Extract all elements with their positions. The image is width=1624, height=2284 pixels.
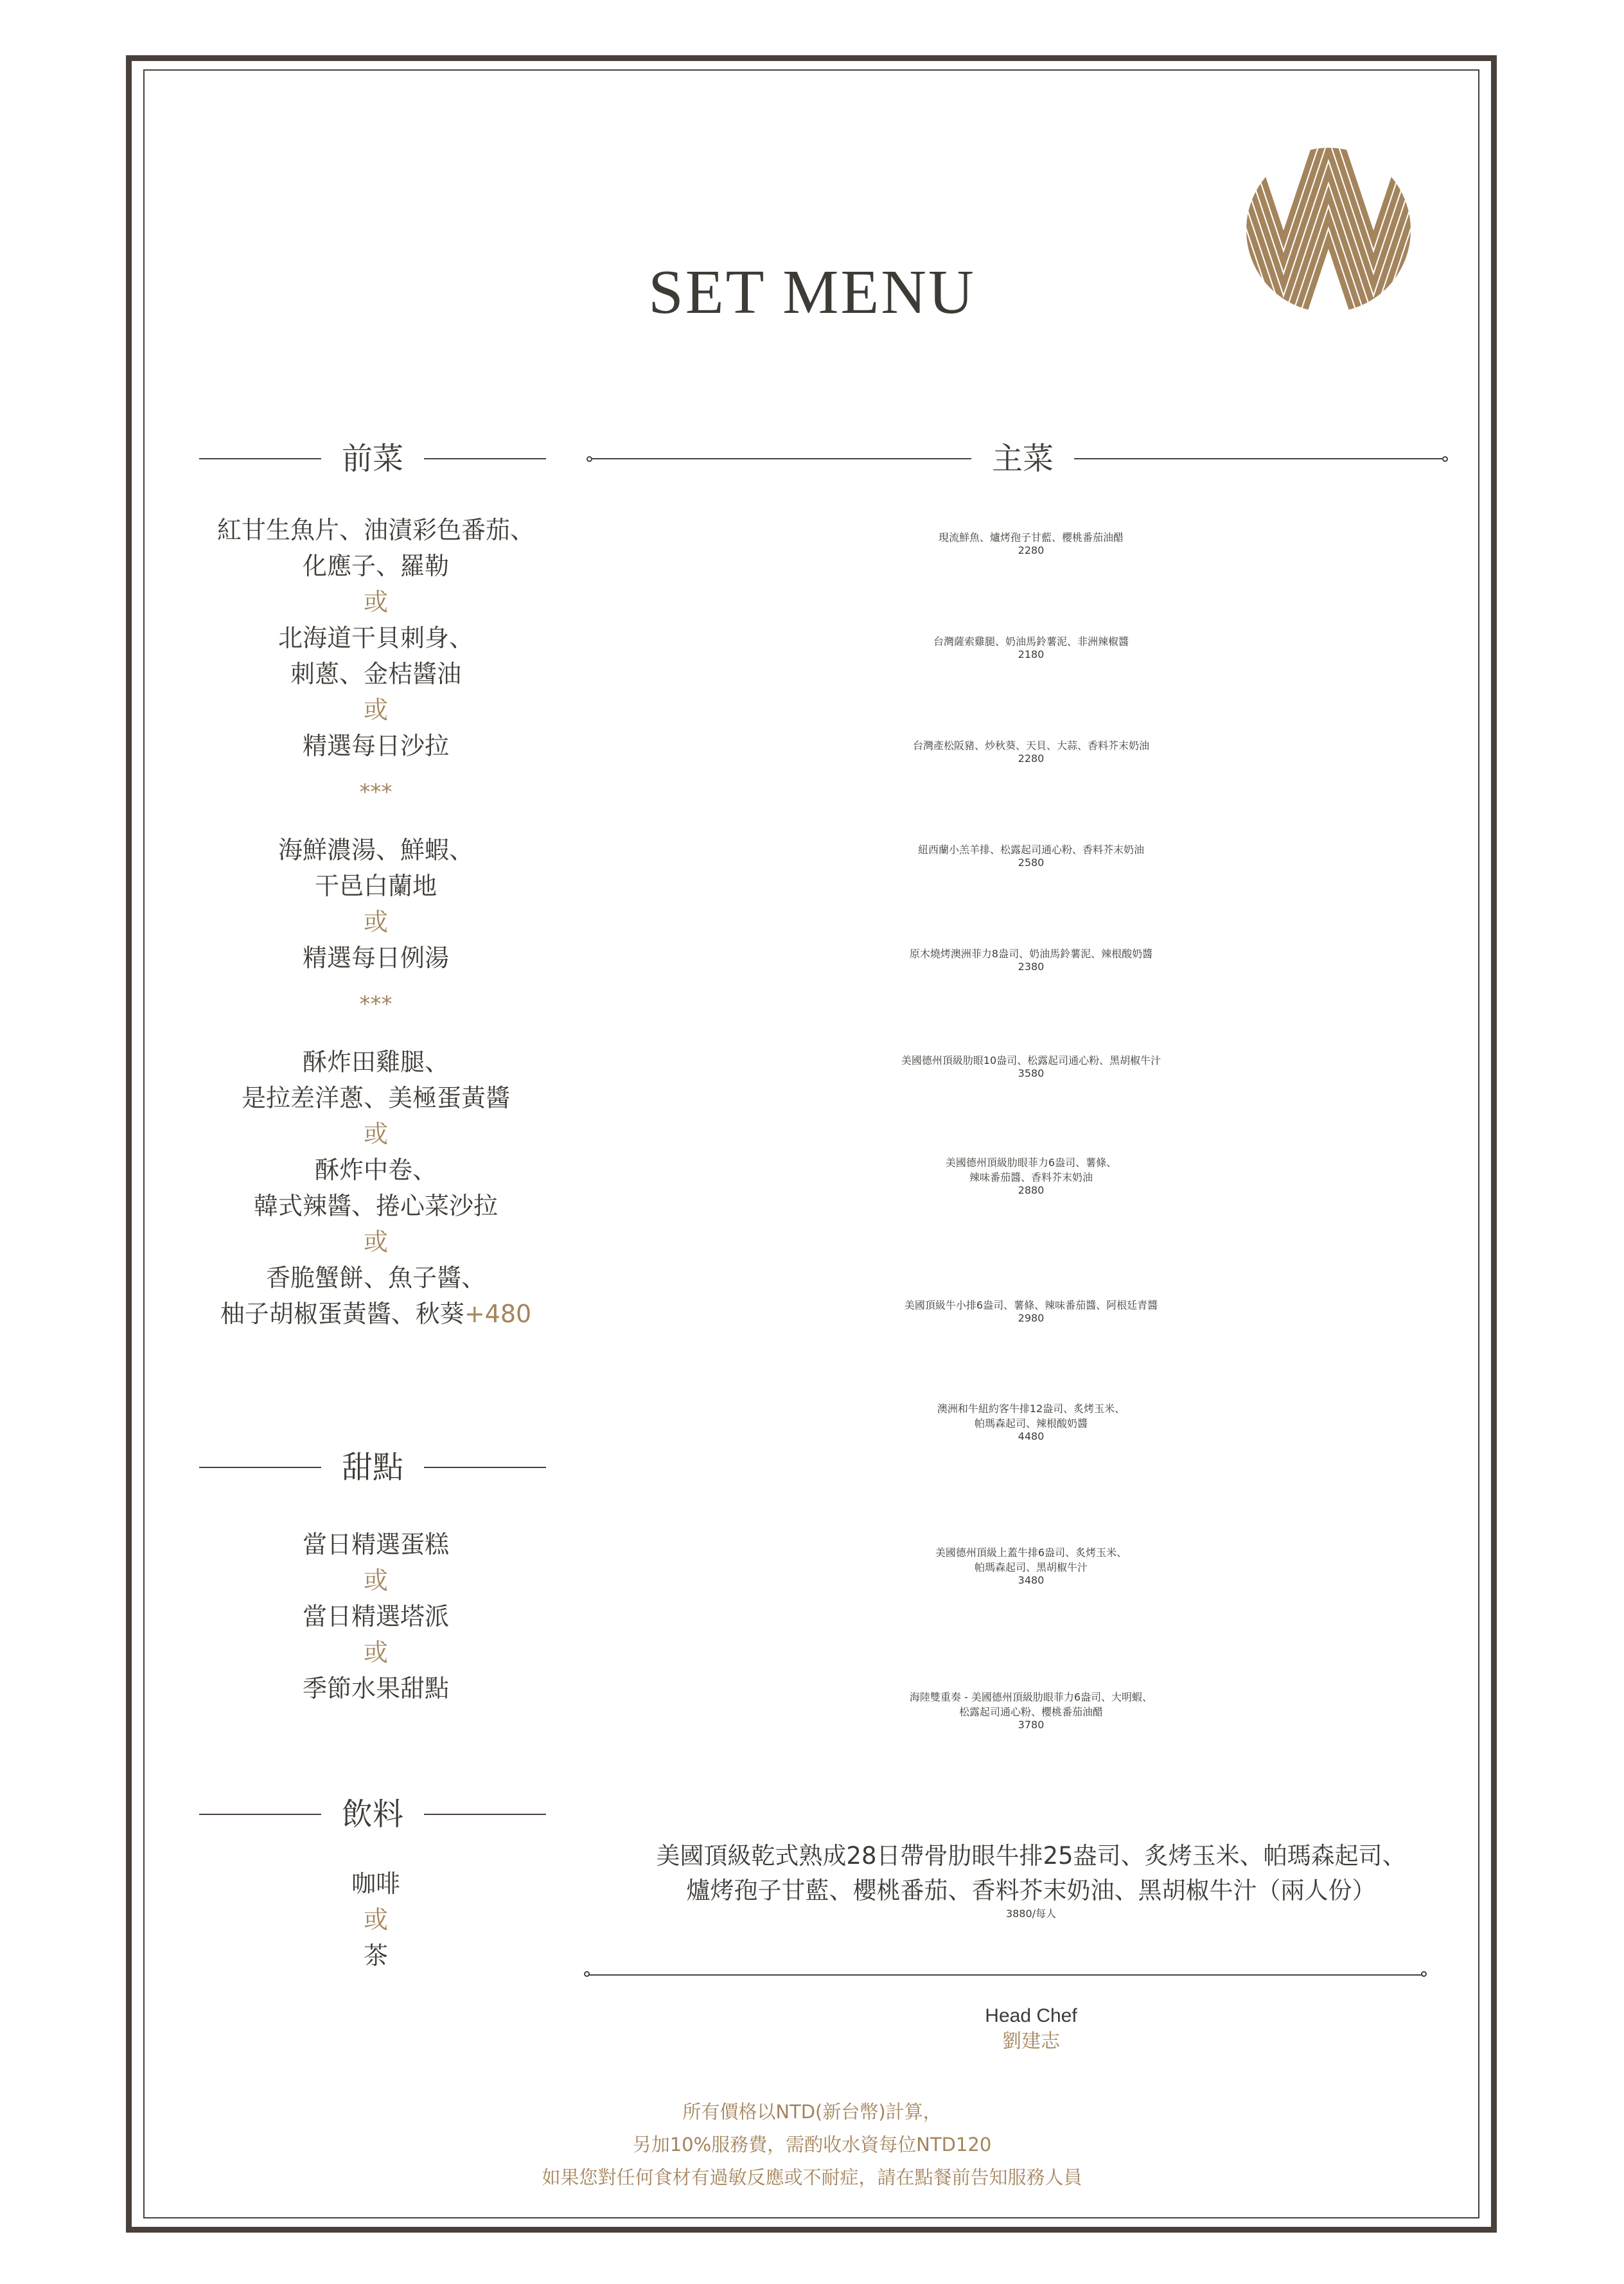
menu-title: SET MENU — [648, 258, 976, 327]
heading-rule — [592, 458, 971, 459]
footer-note: 如果您對任何食材有過敏反應或不耐症，請在點餐前告知服務人員 — [542, 2166, 1082, 2188]
rule-end-dot — [1421, 1971, 1427, 1977]
drinks-heading — [199, 1795, 546, 1834]
price: 2980 — [1018, 1312, 1045, 1324]
main-item: 台灣產松阪豬、炒秋葵、天貝、大蒜、香料芥末奶油 2280 — [565, 738, 1497, 765]
course-separator: *** — [359, 991, 393, 1017]
footer-note: 另加10%服務費，需酌收水資每位NTD120 — [632, 2134, 992, 2156]
or-separator: 或 — [363, 696, 388, 724]
price: 3880/每人 — [1005, 1908, 1057, 1920]
starter-item: 北海道干貝刺身、 刺蔥、金桔醬油 — [278, 624, 473, 688]
or-separator: 或 — [363, 908, 388, 936]
drink-item: 咖啡 — [351, 1870, 400, 1898]
main-item: 現流鮮魚、爐烤孢子甘藍、櫻桃番茄油醋 2280 — [565, 529, 1497, 556]
footer-note: 所有價格以NTD(新台幣)計算， — [682, 2101, 942, 2123]
or-separator: 或 — [363, 588, 388, 616]
main-item: 海陸雙重奏 - 美國德州頂級肋眼菲力6盎司、大明蝦、 松露起司通心粉、櫻桃番茄油醋 3780 — [565, 1689, 1497, 1731]
heading-rule — [424, 458, 546, 459]
heading-rule — [199, 1814, 321, 1815]
price: 4480 — [1018, 1430, 1045, 1442]
or-separator: 或 — [363, 1228, 388, 1256]
chef-signature — [565, 2003, 1497, 2055]
starters-heading — [199, 439, 546, 478]
main-item: 台灣薩索雞腿、奶油馬鈴薯泥、非洲辣椒醬 2180 — [565, 633, 1497, 660]
surcharge: +480 — [464, 1300, 532, 1328]
drinks-heading-label: 飲料 — [342, 1796, 404, 1832]
heading-rule — [199, 458, 321, 459]
drinks-list — [186, 1866, 565, 1974]
starter-item: 酥炸田雞腿、 是拉差洋蔥、美極蛋黃醬 — [241, 1048, 510, 1112]
rule-end-dot — [587, 456, 592, 462]
chef-name: 劉建志 — [1002, 2030, 1060, 2053]
drink-item: 茶 — [363, 1942, 388, 1970]
price: 2580 — [1018, 856, 1045, 869]
dessert-item: 當日精選蛋糕 — [302, 1530, 449, 1559]
dessert-heading — [199, 1448, 546, 1487]
starter-item: 紅甘生魚片、油漬彩色番茄、 化應子、羅勒 — [216, 516, 534, 580]
heading-rule — [199, 1467, 321, 1468]
main-item: 原木燒烤澳洲菲力8盎司、奶油馬鈴薯泥、辣根酸奶醬 2380 — [565, 946, 1497, 973]
price: 3780 — [1018, 1719, 1045, 1731]
main-item: 美國頂級乾式熟成28日帶骨肋眼牛排25盎司、炙烤玉米、帕瑪森起司、 爐烤孢子甘藍、櫻桃番茄、香料芥末奶油、黑胡椒牛汁（兩人份） 3880/每人 — [565, 1836, 1497, 1920]
price: 2380 — [1018, 961, 1045, 973]
starter-item: 香脆蟹餅、魚子醬、 柚子胡椒蛋黃醬、秋葵+480 — [220, 1264, 532, 1328]
price: 3480 — [1018, 1574, 1045, 1586]
rule-end-dot — [1442, 456, 1448, 462]
mains-heading — [587, 439, 1448, 478]
starter-item: 酥炸中卷、 韓式辣醬、捲心菜沙拉 — [253, 1156, 498, 1220]
price: 3580 — [1018, 1067, 1045, 1079]
course-separator: *** — [359, 779, 393, 805]
main-item: 澳洲和牛紐約客牛排12盎司、炙烤玉米、 帕瑪森起司、辣根酸奶醬 4480 — [565, 1401, 1497, 1442]
starter-item: 精選每日例湯 — [302, 944, 449, 972]
starters-heading-label: 前菜 — [342, 441, 404, 477]
price: 2180 — [1018, 648, 1045, 660]
main-item: 美國德州頂級上蓋牛排6盎司、炙烤玉米、 帕瑪森起司、黑胡椒牛汁 3480 — [565, 1545, 1497, 1586]
heading-rule — [424, 1467, 546, 1468]
price: 2880 — [1018, 1184, 1045, 1196]
main-item: 紐西蘭小羔羊排、松露起司通心粉、香料芥末奶油 2580 — [565, 842, 1497, 869]
price: 2280 — [1018, 544, 1045, 556]
starter-item: 海鮮濃湯、鮮蝦、 干邑白蘭地 — [278, 836, 473, 900]
main-item: 美國德州頂級肋眼10盎司、松露起司通心粉、黑胡椒牛汁 3580 — [565, 1052, 1497, 1079]
price: 2280 — [1018, 752, 1045, 765]
footer-notes — [0, 2096, 1624, 2194]
or-separator: 或 — [363, 1566, 388, 1595]
starters-list — [186, 512, 565, 1332]
rule-end-dot — [584, 1971, 590, 1977]
starter-item: 精選每日沙拉 — [302, 732, 449, 760]
mains-heading-label: 主菜 — [992, 441, 1054, 477]
dessert-list — [186, 1527, 565, 1706]
main-item: 美國頂級牛小排6盎司、薯條、辣味番茄醬、阿根廷青醬 2980 — [565, 1297, 1497, 1324]
dessert-item: 季節水果甜點 — [302, 1674, 449, 1703]
chef-role: Head Chef — [985, 2005, 1077, 2026]
heading-rule — [424, 1814, 546, 1815]
or-separator: 或 — [363, 1906, 388, 1934]
or-separator: 或 — [363, 1638, 388, 1667]
heading-rule — [1074, 458, 1442, 459]
dessert-heading-label: 甜點 — [342, 1449, 404, 1485]
mains-bottom-rule — [588, 1974, 1423, 1976]
main-item: 美國德州頂級肋眼菲力6盎司、薯條、 辣味番茄醬、香料芥末奶油 2880 — [565, 1155, 1497, 1196]
or-separator: 或 — [363, 1120, 388, 1148]
dessert-item: 當日精選塔派 — [302, 1602, 449, 1631]
